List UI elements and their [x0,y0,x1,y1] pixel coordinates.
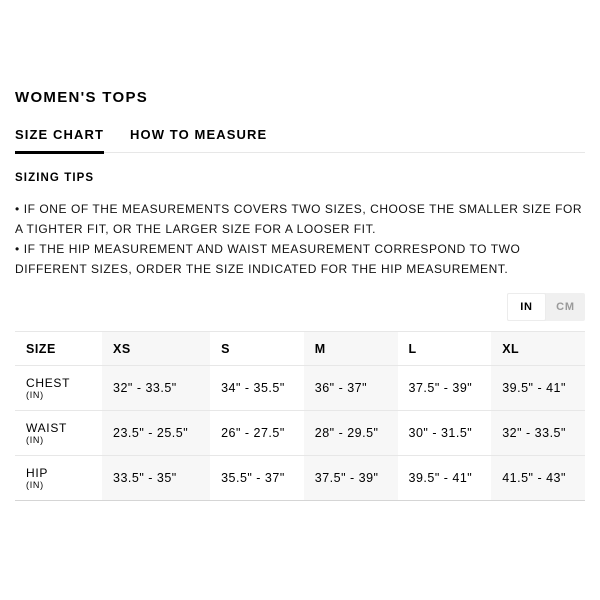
sizing-tips-heading: SIZING TIPS [15,172,95,184]
hip-xs-value: 33.5" - 35" [102,456,210,501]
chest-xl-value: 39.5" - 41" [491,366,585,411]
waist-l-value: 30" - 31.5" [398,411,492,456]
row-label-text: CHEST [26,375,71,390]
column-header-xs: XS [102,332,210,366]
sizing-tip-text: IF THE HIP MEASUREMENT AND WAIST MEASUREMENT CORRESPOND TO TWO DIFFERENT SIZES, ORDER THE SIZE INDICATED FOR THE HIP MEASUREMENT. [15,242,521,276]
waist-xs-value: 23.5" - 25.5" [102,411,210,456]
column-header-s: S [210,332,304,366]
sizing-tips-list [15,199,585,279]
table-row-chest [15,366,585,411]
unit-toggle-row [15,293,585,321]
chest-l-value: 37.5" - 39" [398,366,492,411]
waist-xl-value: 32" - 33.5" [491,411,585,456]
sizing-tips-section [15,172,585,279]
table-row-waist [15,411,585,456]
column-header-size: SIZE [15,332,102,366]
waist-s-value: 26" - 27.5" [210,411,304,456]
sizing-tip-text: IF ONE OF THE MEASUREMENTS COVERS TWO SIZES, CHOOSE THE SMALLER SIZE FOR A TIGHTER FIT, OR THE LARGER SIZE FOR A LOOSER FIT. [15,202,583,236]
hip-xl-value: 41.5" - 43" [491,456,585,501]
hip-s-value: 35.5" - 37" [210,456,304,501]
table-row-hip [15,456,585,501]
bullet-icon: • [15,202,20,216]
row-label-waist [15,411,102,456]
tab-size-chart[interactable]: SIZE CHART [15,127,104,152]
row-label-text: HIP [26,465,49,480]
column-header-l: L [398,332,492,366]
row-label-text: WAIST [26,420,68,435]
tab-bar [15,127,585,153]
row-label-unit: (IN) [26,389,44,400]
row-label-chest [15,366,102,411]
waist-m-value: 28" - 29.5" [304,411,398,456]
row-label-unit: (IN) [26,479,44,490]
unit-in-button[interactable]: IN [507,293,546,321]
unit-cm-button[interactable]: CM [546,293,585,321]
size-chart-table [15,331,585,501]
hip-m-value: 37.5" - 39" [304,456,398,501]
chest-m-value: 36" - 37" [304,366,398,411]
table-header-row [15,332,585,366]
tab-how-to-measure[interactable]: HOW TO MEASURE [130,127,267,152]
page-title: WOMEN'S TOPS [15,89,149,106]
chest-s-value: 34" - 35.5" [210,366,304,411]
row-label-hip [15,456,102,501]
chest-xs-value: 32" - 33.5" [102,366,210,411]
row-label-unit: (IN) [26,434,44,445]
sizing-tip-item [15,199,585,239]
unit-toggle [507,293,585,321]
bullet-icon: • [15,242,20,256]
column-header-m: M [304,332,398,366]
hip-l-value: 39.5" - 41" [398,456,492,501]
column-header-xl: XL [491,332,585,366]
sizing-tip-item [15,239,585,279]
